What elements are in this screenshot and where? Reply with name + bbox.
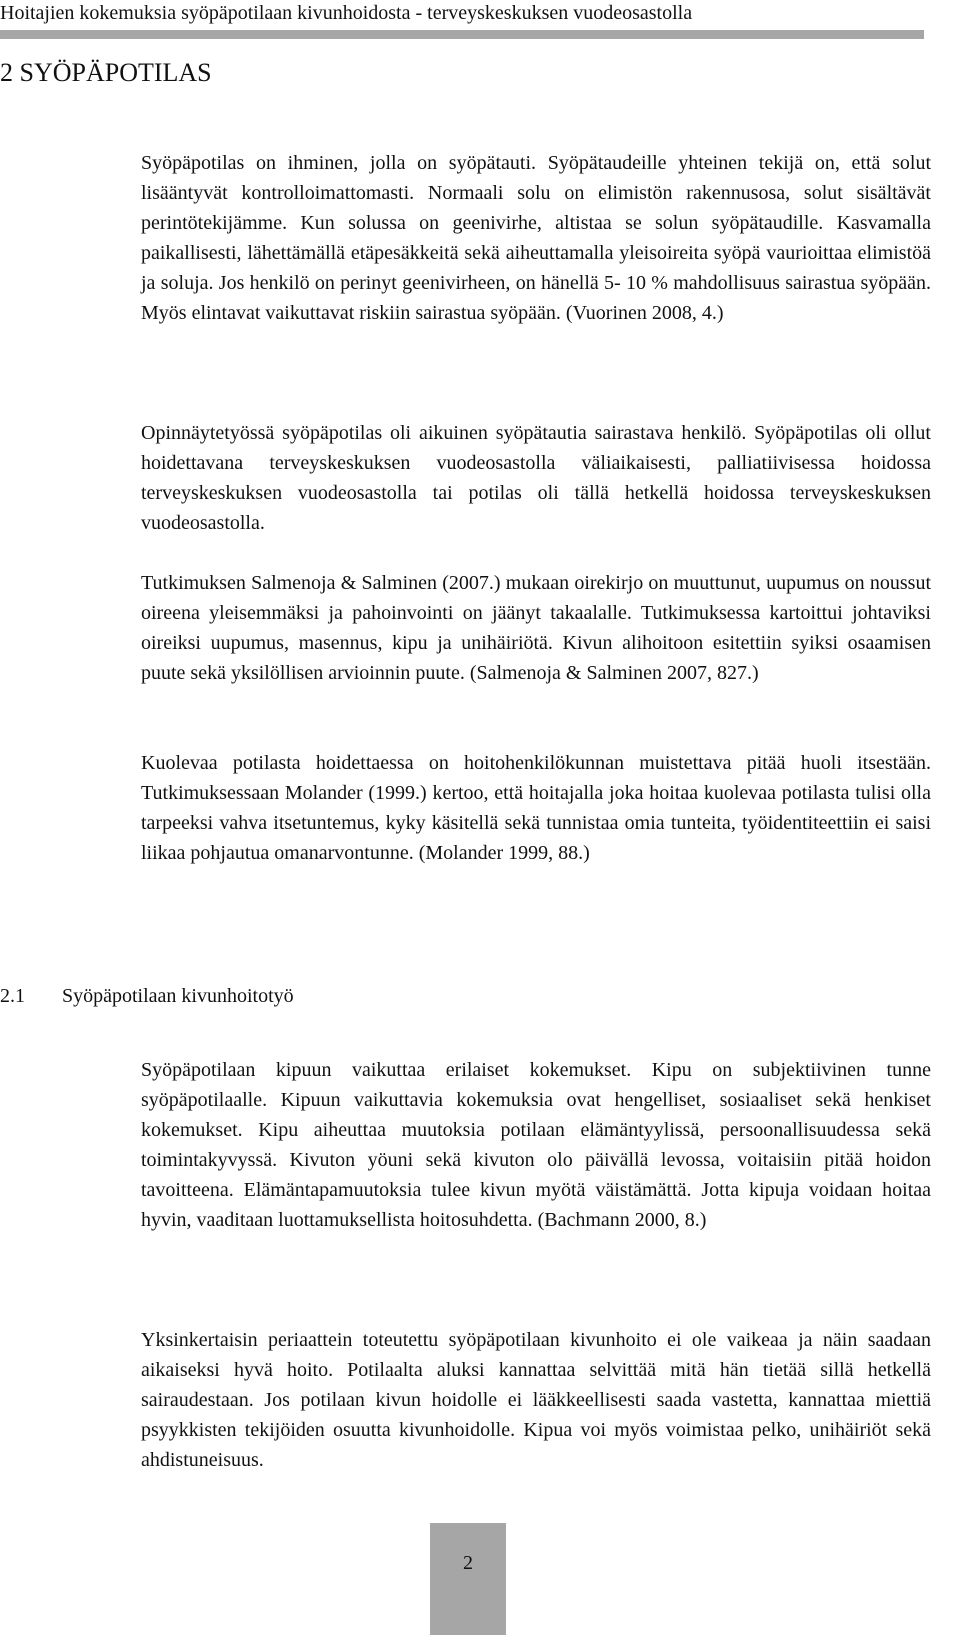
body-paragraph: Yksinkertaisin periaattein toteutettu syöpäpotilaan kivunhoito ei ole vaikeaa ja näin saadaan aikaiseksi hyvä hoito. Potilaalta aluksi kannattaa selvittää mitä hän tietää sillä hetkellä sairaudestaan. Jos potilaan kivun hoidolle ei lääkkeellisesti saada vastetta, kannattaa miettiä psyykkisten tekijöiden osuutta kivunhoidolle. Kipua voi myös voimistaa pelko, unihäiriöt sekä ahdistuneisuus. xyxy=(141,1329,931,1471)
body-paragraph: Tutkimuksen Salmenoja & Salminen (2007.) mukaan oirekirjo on muuttunut, uupumus on noussut oireena yleisemmäksi ja pahoinvointi on jäänyt takaalalle. Tutkimuksessa kartoittui johtaviksi oireiksi uupumus, masennus, kipu ja unihäiriötä. Kivun alihoitoon esitettiin syiksi osaamisen puute sekä yksilöllisen arvioinnin puute. (Salmenoja & Salminen 2007, 827.) xyxy=(141,572,931,684)
header-rule xyxy=(0,30,924,39)
body-paragraph: Syöpäpotilas on ihminen, jolla on syöpätauti. Syöpätaudeille yhteinen tekijä on, että solut lisääntyvät kontrolloimattomasti. Normaali solu on elimistön rakennusosa, solut sisältävät perintötekijämme. Kun solussa on geenivirhe, altistaa se solun syöpätaudille. Kasvamalla paikallisesti, lähettämällä etäpesäkkeitä sekä aiheuttamalla yleisoireita syöpä vaurioittaa elimistöä ja soluja. Jos henkilö on perinyt geenivirheen, on hänellä 5- 10 % mahdollisuus sairastua syöpään. Myös elintavat vaikuttavat riskiin sairastua syöpään. (Vuorinen 2008, 4.) xyxy=(141,152,931,324)
section-title: Syöpäpotilaan kivunhoitotyö xyxy=(62,985,294,1007)
body-paragraph: Kuolevaa potilasta hoidettaessa on hoitohenkilökunnan muistettava pitää huoli itsestään. Tutkimuksessaan Molander (1999.) kertoo, että hoitajalla joka hoitaa kuolevaa potilasta tulisi olla tarpeeksi vahva itsetuntemus, kyky käsitellä sekä tunnistaa omia tunteita, työidentiteettiin ei saisi liikaa pohjautua omanarvontunne. (Molander 1999, 88.) xyxy=(141,752,931,864)
body-paragraph: Syöpäpotilaan kipuun vaikuttaa erilaiset kokemukset. Kipu on subjektiivinen tunne syöpäpotilaalle. Kipuun vaikuttavia kokemuksia ovat hengelliset, sosiaaliset sekä henkiset kokemukset. Kipu aiheuttaa muutoksia potilaan elämäntyylissä, persoonallisuudessa sekä toimintakyvyssä. Kivuton yöuni sekä kivuton olo päivällä levossa, voitaisiin pitää hoidon tavoitteena. Elämäntapamuutoksia tulee kivun myötä väistämättä. Jotta kipuja voidaan hoitaa hyvin, vaaditaan luottamuksellista hoitosuhdetta. (Bachmann 2000, 8.) xyxy=(141,1059,931,1231)
section-number: 2.1 xyxy=(0,985,25,1007)
chapter-title: 2 SYÖPÄPOTILAS xyxy=(0,58,212,87)
running-header: Hoitajien kokemuksia syöpäpotilaan kivunhoidosta - terveyskeskuksen vuodeosastolla xyxy=(0,2,693,24)
section-heading xyxy=(0,982,294,1010)
body-paragraph: Opinnäytetyössä syöpäpotilas oli aikuinen syöpätautia sairastava henkilö. Syöpäpotilas oli ollut hoidettavana terveyskeskuksen vuodeosastolla väliaikaisesti, palliatiivisessa hoidossa terveyskeskuksen vuodeosastolla tai potilas oli tällä hetkellä hoidossa terveyskeskuksen vuodeosastolla. xyxy=(141,422,931,534)
page-number: 2 xyxy=(463,1552,473,1574)
page-number-tab xyxy=(430,1523,506,1635)
